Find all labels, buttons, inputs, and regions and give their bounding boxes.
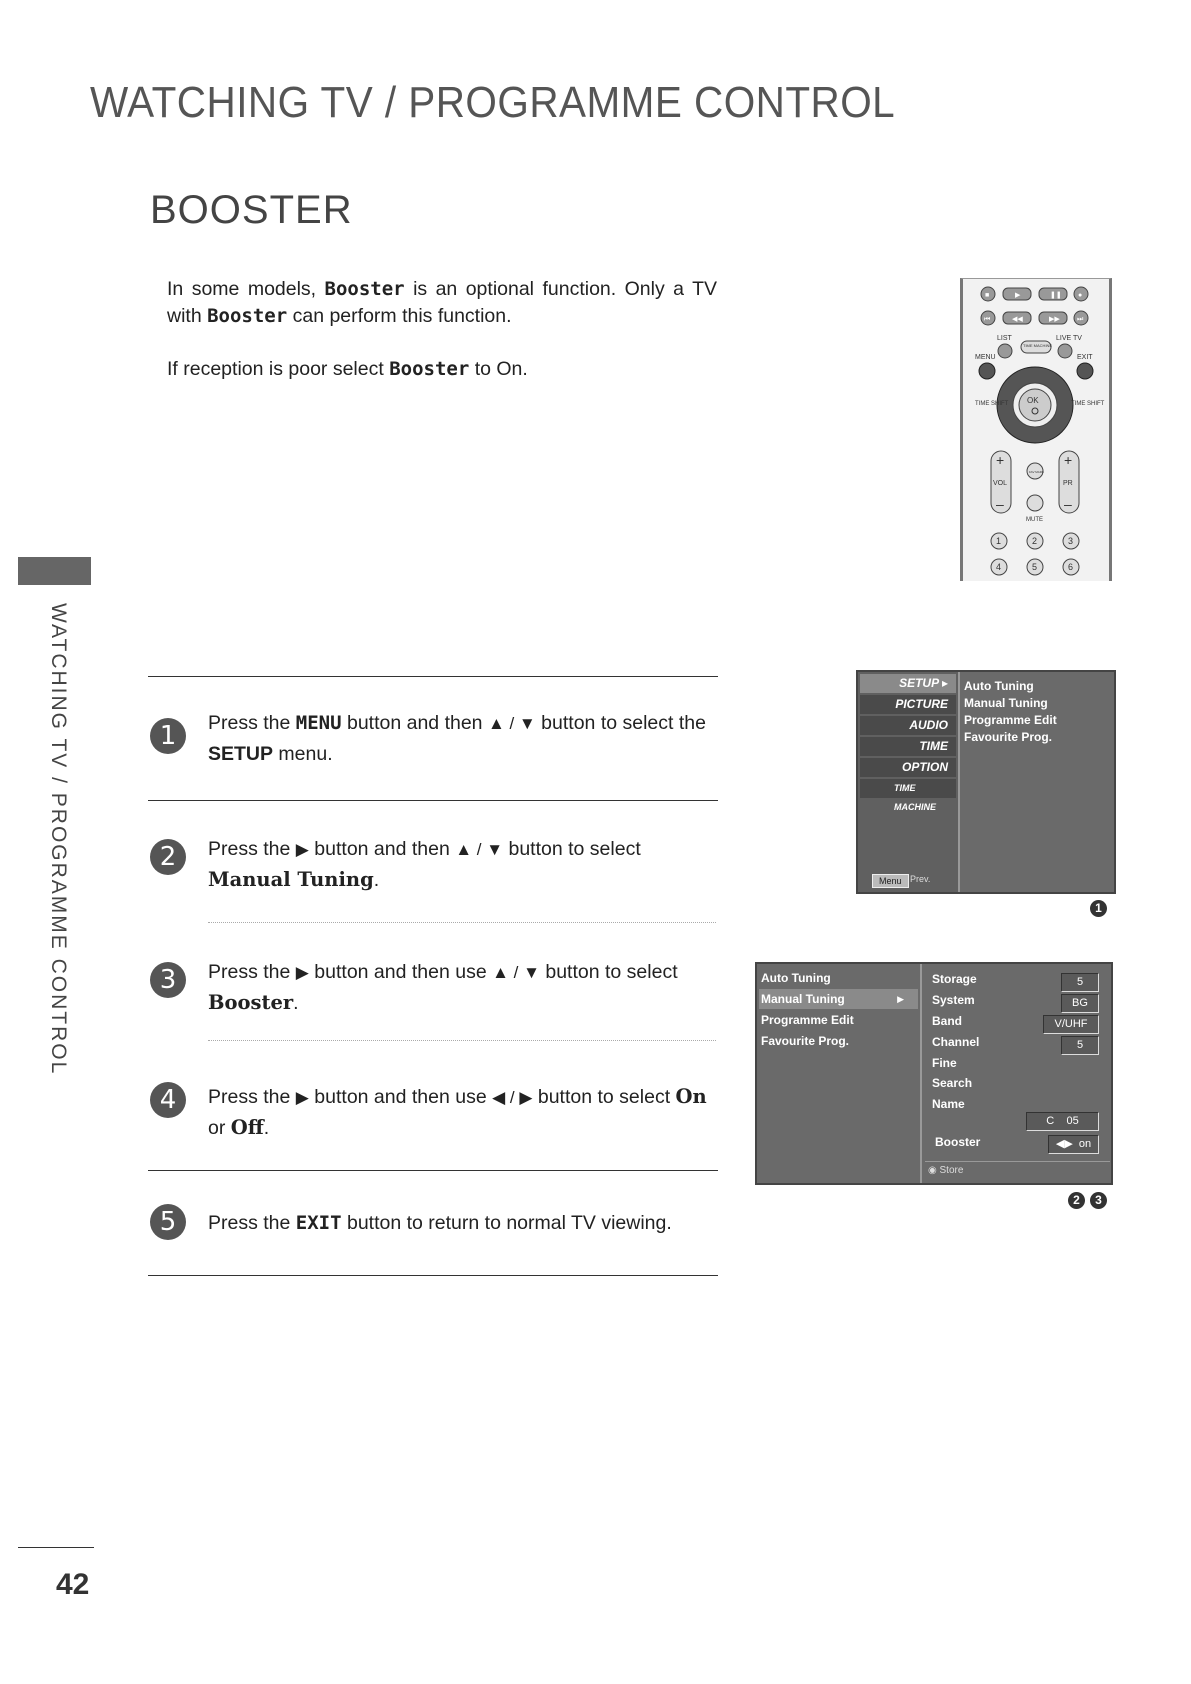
step-number-4: 4 xyxy=(150,1082,186,1118)
text: Press the xyxy=(208,838,296,860)
text: button to select the xyxy=(535,712,706,734)
remote-vol-label: VOL xyxy=(993,480,1008,487)
setup-submenu xyxy=(964,678,1057,746)
remote-time-machine-label: TIME MACHINE xyxy=(1023,343,1053,348)
field-search-label: Search xyxy=(932,1076,973,1090)
text: If reception is poor select xyxy=(167,358,390,380)
up-down-arrow-icon: ▲ / ▼ xyxy=(487,714,536,733)
step-4-text xyxy=(208,1082,708,1143)
field-system-label: System xyxy=(932,993,975,1007)
keyword-off: Off xyxy=(230,1116,264,1139)
left-right-arrow-icon: ◀ / ▶ xyxy=(492,1088,533,1107)
remote-pr-label: PR xyxy=(1063,480,1073,487)
menu-item-picture: PICTURE xyxy=(860,695,956,714)
tuning-menu-list xyxy=(757,964,922,1183)
right-arrow-icon: ▶ xyxy=(295,963,309,982)
submenu-manual-tuning: Manual Tuning xyxy=(964,696,1048,710)
menu-item-programme-edit: Programme Edit xyxy=(761,1013,854,1027)
keyword-setup: SETUP xyxy=(208,743,274,765)
step-divider xyxy=(148,1275,718,1276)
field-name-label: Name xyxy=(932,1097,965,1111)
remote-control-illustration xyxy=(960,278,1112,581)
svg-text:+: + xyxy=(996,452,1005,468)
side-tab-marker xyxy=(18,557,91,585)
remote-key-1: 1 xyxy=(996,536,1002,546)
step-1-text xyxy=(208,708,708,769)
text: button to select xyxy=(532,1086,676,1108)
figure-marker-3: 3 xyxy=(1090,1192,1107,1209)
side-chapter-label: WATCHING TV / PROGRAMME CONTROL xyxy=(47,603,70,1076)
remote-live-tv-label: LIVE TV xyxy=(1056,335,1082,342)
channel-value: 5 xyxy=(1061,1036,1099,1055)
svg-text:+: + xyxy=(1064,452,1073,468)
field-booster-label: Booster xyxy=(935,1135,981,1149)
remote-exit-label: EXIT xyxy=(1077,354,1093,361)
step-5-text xyxy=(208,1208,708,1238)
text: can perform this function. xyxy=(287,305,512,327)
field-fine-label: Fine xyxy=(932,1056,957,1070)
field-storage-label: Storage xyxy=(932,972,977,986)
keyword-manual-tuning: Manual Tuning xyxy=(208,868,374,891)
field-band-label: Band xyxy=(932,1014,962,1028)
up-down-arrow-icon: ▲ / ▼ xyxy=(492,963,540,982)
figure-marker-1: 1 xyxy=(1090,900,1107,917)
right-arrow-icon: ▶ xyxy=(295,1088,309,1107)
remote-key-6: 6 xyxy=(1068,562,1074,572)
step-3-text xyxy=(208,957,708,1018)
keyword-booster: Booster xyxy=(208,991,294,1014)
text: In some models, xyxy=(167,278,325,300)
menu-item-auto-tuning: Auto Tuning xyxy=(761,971,831,985)
text: button to select xyxy=(539,961,678,983)
up-down-arrow-icon: ▲ / ▼ xyxy=(455,840,504,859)
menu-item-time: TIME xyxy=(860,737,956,756)
name-value: C 05 xyxy=(1026,1112,1099,1131)
step-divider-dotted xyxy=(208,922,716,923)
right-arrow-icon: ▶ xyxy=(295,840,309,859)
remote-fav-label: FAV MARK xyxy=(1029,470,1044,474)
intro-paragraph-1 xyxy=(167,276,717,330)
keyword-booster: Booster xyxy=(389,358,470,380)
text: . xyxy=(263,1117,270,1139)
chapter-title: WATCHING TV / PROGRAMME CONTROL xyxy=(90,78,896,127)
menu-item-audio: AUDIO xyxy=(860,716,956,735)
step-divider-dotted xyxy=(208,1040,716,1041)
text: button and then xyxy=(341,712,488,734)
menu-item-favourite-prog: Favourite Prog. xyxy=(761,1034,850,1048)
menu-item-option: OPTION xyxy=(860,758,956,777)
text: Press the xyxy=(208,712,296,734)
text: is an optional function. Only a TV with xyxy=(167,278,717,327)
svg-text:■: ■ xyxy=(985,292,990,299)
svg-text:⏭: ⏭ xyxy=(1077,316,1084,323)
booster-value: ◀▶ on xyxy=(1048,1135,1099,1154)
intro-paragraph-2 xyxy=(167,356,717,383)
svg-text:◀◀: ◀◀ xyxy=(1012,316,1023,323)
remote-key-5: 5 xyxy=(1032,562,1038,572)
remote-key-4: 4 xyxy=(996,562,1002,572)
setup-menu-screenshot xyxy=(856,670,1116,894)
menu-item-manual-tuning: Manual Tuning ▶ xyxy=(759,989,918,1009)
prev-hint: Prev. xyxy=(910,874,931,884)
text: . xyxy=(293,992,299,1014)
text: button and then use xyxy=(308,1086,493,1108)
step-divider xyxy=(148,1170,718,1171)
section-title: BOOSTER xyxy=(150,188,353,232)
svg-text:–: – xyxy=(996,496,1004,512)
key-exit: EXIT xyxy=(295,1212,342,1234)
keyword-on: On xyxy=(675,1085,707,1108)
manual-tuning-menu-screenshot xyxy=(755,962,1113,1185)
text: button and then xyxy=(308,838,456,860)
text: . xyxy=(373,869,380,891)
remote-menu-label: MENU xyxy=(975,354,996,361)
step-2-text xyxy=(208,834,708,895)
footer-rule xyxy=(18,1547,94,1548)
intro-text xyxy=(167,276,717,409)
text: or xyxy=(208,1117,231,1139)
step-number-1: 1 xyxy=(150,718,186,754)
step-number-2: 2 xyxy=(150,839,186,875)
remote-list-label: LIST xyxy=(997,335,1012,342)
menu-item-time-machine: TIME MACHINE xyxy=(860,779,956,798)
submenu-favourite-prog: Favourite Prog. xyxy=(964,730,1053,744)
remote-mute-label: MUTE xyxy=(1026,517,1043,523)
page-number: 42 xyxy=(56,1568,90,1601)
step-divider xyxy=(148,800,718,801)
system-value: BG xyxy=(1061,994,1099,1013)
step-number-3: 3 xyxy=(150,962,186,998)
svg-text:●: ● xyxy=(1078,292,1083,299)
keyword-booster: Booster xyxy=(207,305,288,327)
svg-text:▶: ▶ xyxy=(1015,292,1021,299)
text: menu. xyxy=(273,743,333,765)
remote-time-shift-left: TIME SHIFT xyxy=(975,401,1009,407)
right-arrow-icon: ▶ xyxy=(897,994,904,1004)
text: button and then use xyxy=(308,961,493,983)
svg-text:❚❚: ❚❚ xyxy=(1050,292,1062,299)
text: Press the xyxy=(208,961,296,983)
text: Press the xyxy=(208,1086,296,1108)
remote-time-shift-right: TIME SHIFT xyxy=(1071,401,1105,407)
menu-button-hint: Menu xyxy=(872,874,909,888)
menu-item-setup: SETUP ▸ xyxy=(860,674,956,693)
text: button to select xyxy=(503,838,641,860)
store-hint: ◉ Store xyxy=(925,1161,1110,1176)
band-value: V/UHF xyxy=(1043,1015,1099,1034)
remote-drawing xyxy=(963,279,1109,581)
remote-key-2: 2 xyxy=(1032,536,1038,546)
menu-category-list xyxy=(858,672,960,892)
key-menu: MENU xyxy=(295,712,342,734)
figure-marker-2: 2 xyxy=(1068,1192,1085,1209)
keyword-booster: Booster xyxy=(324,278,405,300)
text: Press the xyxy=(208,1212,296,1234)
storage-value: 5 xyxy=(1061,973,1099,992)
svg-text:⏮: ⏮ xyxy=(984,316,991,323)
remote-ok-label: OK xyxy=(1027,396,1039,405)
text: to On. xyxy=(469,358,528,380)
svg-text:▶▶: ▶▶ xyxy=(1049,316,1060,323)
submenu-programme-edit: Programme Edit xyxy=(964,713,1057,727)
field-channel-label: Channel xyxy=(932,1035,980,1049)
svg-text:–: – xyxy=(1064,496,1072,512)
step-divider xyxy=(148,676,718,677)
step-number-5: 5 xyxy=(150,1204,186,1240)
submenu-auto-tuning: Auto Tuning xyxy=(964,679,1034,693)
text: button to return to normal TV viewing. xyxy=(341,1212,672,1234)
remote-key-3: 3 xyxy=(1068,536,1074,546)
